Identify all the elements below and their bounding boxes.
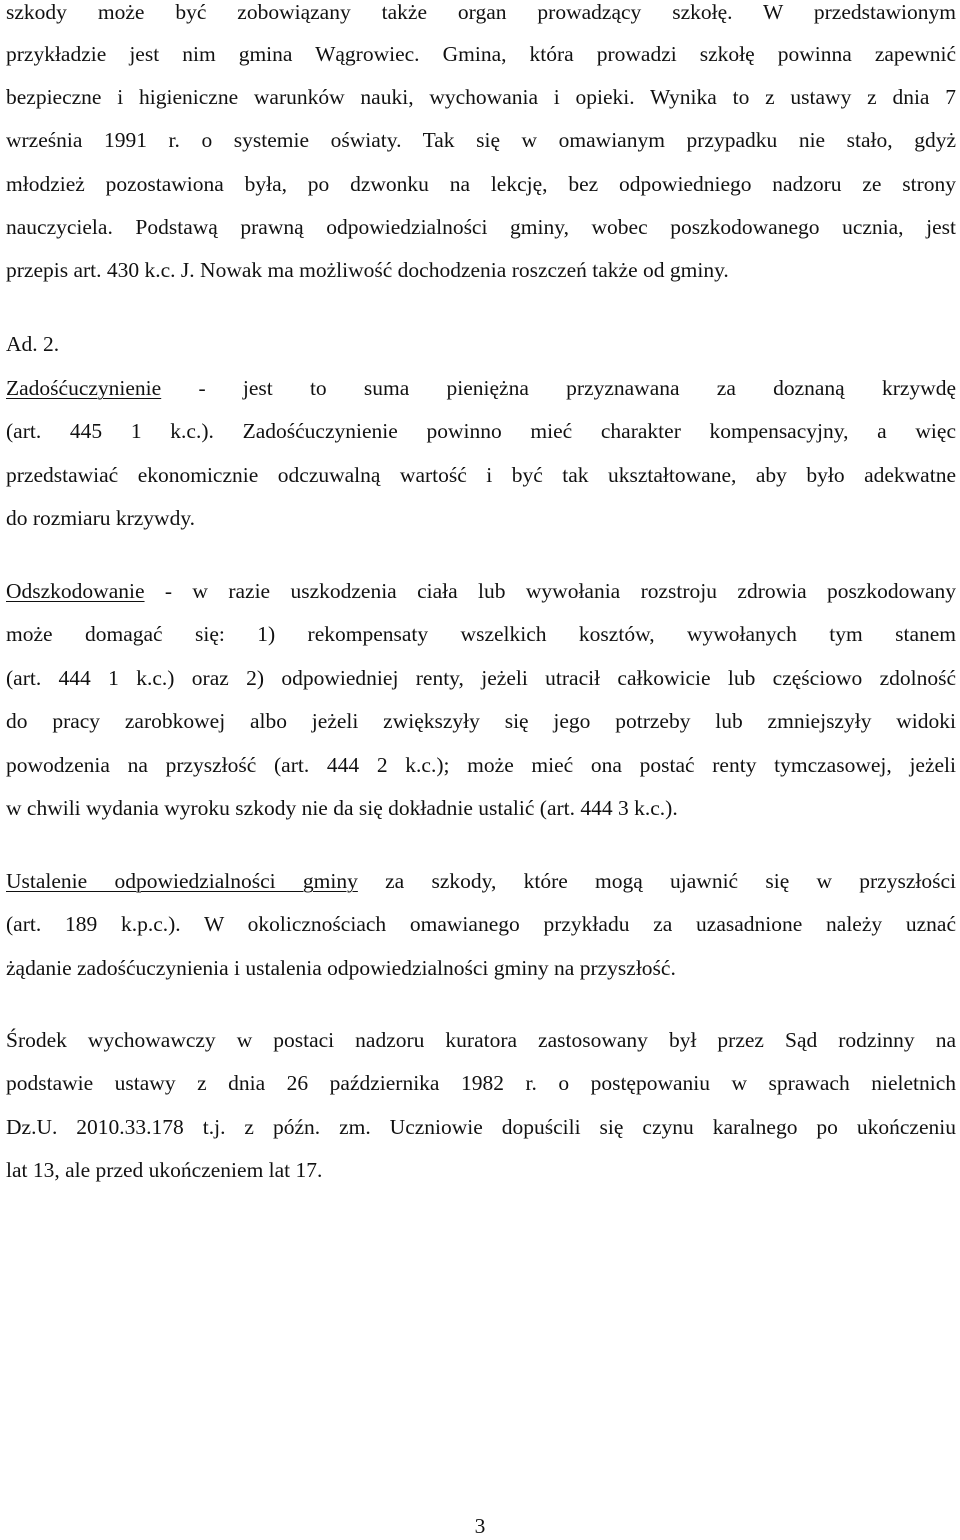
paragraph-3-line-1-rest: - w razie uszkodzenia ciała lub wywołania rozstroju zdrowia poszkodowany: [144, 579, 956, 603]
term-ustalenie-odpowiedzialnosci-gminy: Ustalenie odpowiedzialności gminy: [6, 869, 358, 893]
paragraph-3-line-2: może domagać się: 1) rekompensaty wszelkich kosztów, wywołanych tym stanem: [6, 622, 956, 646]
term-odszkodowanie: Odszkodowanie: [6, 579, 145, 603]
paragraph-1-line-4: września 1991 r. o systemie oświaty. Tak się w omawianym przypadku nie stało, gdyż: [6, 128, 956, 152]
paragraph-4-line-2: (art. 189 k.p.c.). W okolicznościach omawianego przykładu za uzasadnione należy uznać: [6, 912, 956, 936]
paragraph-2-line-1: [6, 374, 956, 402]
paragraph-4-line-1: [6, 867, 956, 895]
paragraph-2-line-2: (art. 445 1 k.c.). Zadośćuczynienie powinno mieć charakter kompensacyjny, a więc: [6, 419, 956, 443]
paragraph-3-line-4: do pracy zarobkowej albo jeżeli zwiększyły się jego potrzeby lub zmniejszyły widoki: [6, 709, 956, 733]
section-heading-ad-2: Ad. 2.: [6, 332, 60, 356]
paragraph-1-line-2: przykładzie jest nim gmina Wągrowiec. Gmina, która prowadzi szkołę powinna zapewnić: [6, 42, 956, 66]
paragraph-1-line-5: młodzież pozostawiona była, po dzwonku na lekcję, bez odpowiedniego nadzoru ze strony: [6, 172, 956, 196]
paragraph-5-line-4: lat 13, ale przed ukończeniem lat 17.: [6, 1158, 323, 1182]
paragraph-1-line-7: przepis art. 430 k.c. J. Nowak ma możliwość dochodzenia roszczeń także od gminy.: [6, 258, 729, 282]
paragraph-3-line-1: [6, 577, 956, 605]
page-number: 3: [474, 1514, 486, 1538]
paragraph-3-line-3: (art. 444 1 k.c.) oraz 2) odpowiedniej renty, jeżeli utracił całkowicie lub częściowo zdolność: [6, 666, 956, 690]
paragraph-2-line-4: do rozmiaru krzywdy.: [6, 506, 196, 530]
paragraph-3-line-6: w chwili wydania wyroku szkody nie da się dokładnie ustalić (art. 444 3 k.c.).: [6, 796, 678, 820]
paragraph-4-line-1-rest: za szkody, które mogą ujawnić się w przyszłości: [357, 869, 956, 893]
term-zadoscuczynienie: Zadośćuczynienie: [6, 376, 162, 400]
paragraph-3-line-5: powodzenia na przyszłość (art. 444 2 k.c.); może mieć ona postać renty tymczasowej, jeżeli: [6, 753, 956, 777]
paragraph-4-line-3: żądanie zadośćuczynienia i ustalenia odpowiedzialności gminy na przyszłość.: [6, 956, 676, 980]
paragraph-5-line-1: Środek wychowawczy w postaci nadzoru kuratora zastosowany był przez Sąd rodzinny na: [6, 1028, 956, 1052]
paragraph-1-line-1: szkody może być zobowiązany także organ prowadzący szkołę. W przedstawionym: [6, 0, 956, 24]
paragraph-5-line-3: Dz.U. 2010.33.178 t.j. z późn. zm. Uczniowie dopuścili się czynu karalnego po ukończeniu: [6, 1115, 956, 1139]
paragraph-1-line-6: nauczyciela. Podstawą prawną odpowiedzialności gminy, wobec poszkodowanego ucznia, jest: [6, 215, 956, 239]
paragraph-5-line-2: podstawie ustawy z dnia 26 października 1982 r. o postępowaniu w sprawach nieletnich: [6, 1071, 956, 1095]
paragraph-2-line-3: przedstawiać ekonomicznie odczuwalną wartość i być tak ukształtowane, aby było adekwatne: [6, 463, 956, 487]
paragraph-1-line-3: bezpieczne i higieniczne warunków nauki, wychowania i opieki. Wynika to z ustawy z dnia 7: [6, 85, 956, 109]
paragraph-2-line-1-rest: - jest to suma pieniężna przyznawana za doznaną krzywdę: [161, 376, 956, 400]
